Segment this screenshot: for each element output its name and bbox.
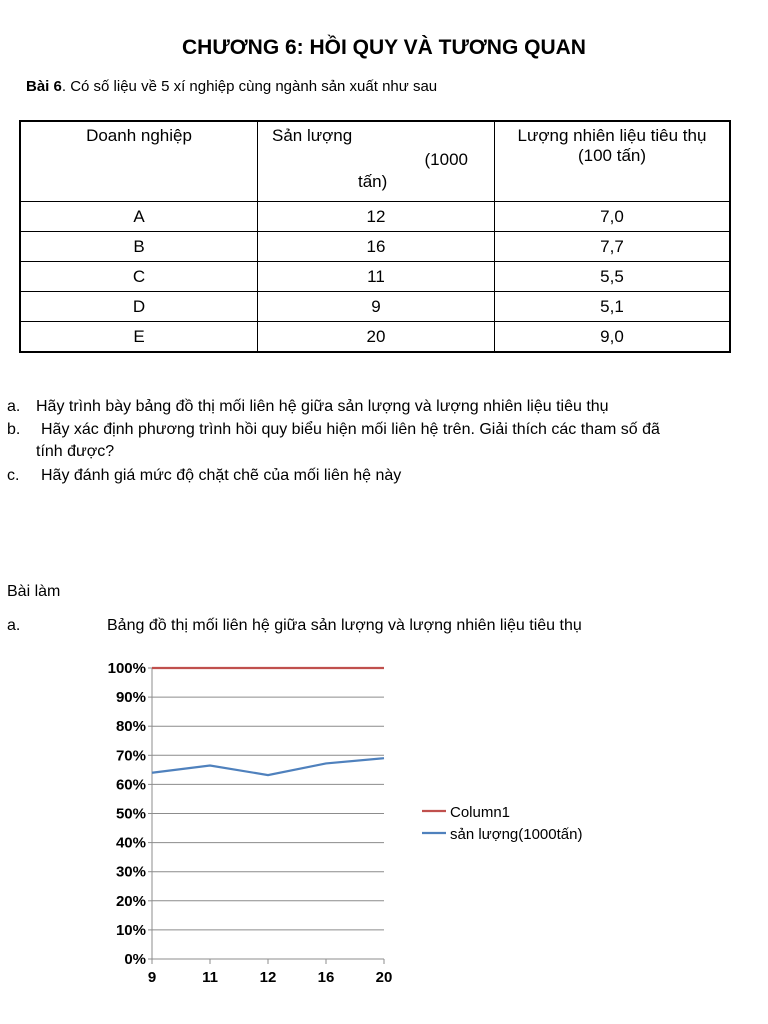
table-row <box>20 202 730 232</box>
y-tick-label: 20% <box>115 892 146 910</box>
chart-legend <box>422 804 582 843</box>
question-b-label: b. <box>7 421 21 438</box>
chart-series <box>152 668 384 775</box>
chart-x-axis <box>148 959 393 986</box>
header-fuel-line1: Lượng nhiên liệu tiêu thụ <box>517 126 707 145</box>
question-c-text: Hãy đánh giá mức độ chặt chẽ của mối liên hệ này <box>41 467 402 484</box>
y-tick-label: 0% <box>124 951 146 968</box>
cell-output: 9 <box>258 292 495 322</box>
solution-a-label: a. <box>7 617 21 634</box>
exercise-label: Bài 6 <box>26 78 62 95</box>
series-line <box>152 758 384 775</box>
chart-gridlines <box>152 668 384 959</box>
legend-label: Column1 <box>450 804 511 821</box>
chart-y-axis <box>108 660 152 968</box>
exercise-text: . Có số liệu về 5 xí nghiệp cùng ngành sản xuất như sau <box>61 78 438 95</box>
solution-heading: Bài làm <box>7 583 61 600</box>
exercise-intro <box>26 78 437 95</box>
x-tick-label: 11 <box>202 969 218 986</box>
chart-caption: Bảng đồ thị mối liên hệ giữa sản lượng và lượng nhiên liệu tiêu thụ <box>107 617 582 634</box>
cell-fuel: 7,0 <box>495 202 731 232</box>
page-title: CHƯƠNG 6: HỒI QUY VÀ TƯƠNG QUAN <box>182 36 586 59</box>
cell-fuel: 9,0 <box>495 322 731 353</box>
y-tick-label: 70% <box>115 747 146 765</box>
y-tick-label: 40% <box>115 834 146 852</box>
cell-company: D <box>20 292 258 322</box>
header-output <box>258 121 495 202</box>
data-table <box>19 120 731 353</box>
cell-company: C <box>20 262 258 292</box>
y-tick-label: 100% <box>107 660 146 677</box>
question-a-text: Hãy trình bày bảng đồ thị mối liên hệ giữa sản lượng và lượng nhiên liệu tiêu thụ <box>36 398 609 415</box>
question-a-label: a. <box>7 398 21 415</box>
y-tick-label: 80% <box>115 718 146 736</box>
header-fuel <box>495 121 731 202</box>
header-output-line1: Sản lượng <box>272 126 353 145</box>
cell-output: 20 <box>258 322 495 353</box>
y-tick-label: 10% <box>115 921 146 939</box>
cell-output: 16 <box>258 232 495 262</box>
table-row <box>20 262 730 292</box>
cell-fuel: 5,1 <box>495 292 731 322</box>
header-fuel-line2: (100 tấn) <box>577 146 647 165</box>
y-tick-label: 60% <box>115 776 146 794</box>
x-tick-label: 9 <box>147 969 157 986</box>
header-output-line3: tấn) <box>358 172 388 191</box>
cell-company: E <box>20 322 258 353</box>
cell-fuel: 5,5 <box>495 262 731 292</box>
line-chart <box>0 640 768 1000</box>
table-row <box>20 322 730 353</box>
question-b-text-1: Hãy xác định phương trình hồi quy biểu hiện mối liên hệ trên. Giải thích các tham số đã <box>41 421 660 438</box>
question-b-text-2: tính được? <box>36 443 115 460</box>
y-tick-label: 50% <box>115 805 146 823</box>
x-tick-label: 12 <box>259 969 277 986</box>
question-c-label: c. <box>7 467 20 484</box>
cell-output: 11 <box>258 262 495 292</box>
table-row <box>20 292 730 322</box>
cell-fuel: 7,7 <box>495 232 731 262</box>
table-header-row <box>20 121 730 202</box>
table-row <box>20 232 730 262</box>
y-tick-label: 90% <box>115 689 146 707</box>
header-output-line2: (1000 <box>424 150 468 169</box>
cell-company: A <box>20 202 258 232</box>
x-tick-label: 16 <box>317 969 335 986</box>
cell-company: B <box>20 232 258 262</box>
x-tick-label: 20 <box>375 969 393 986</box>
legend-label: sản lượng(1000tấn) <box>450 826 583 843</box>
cell-output: 12 <box>258 202 495 232</box>
header-company: Doanh nghiệp <box>20 121 258 202</box>
y-tick-label: 30% <box>115 863 146 881</box>
